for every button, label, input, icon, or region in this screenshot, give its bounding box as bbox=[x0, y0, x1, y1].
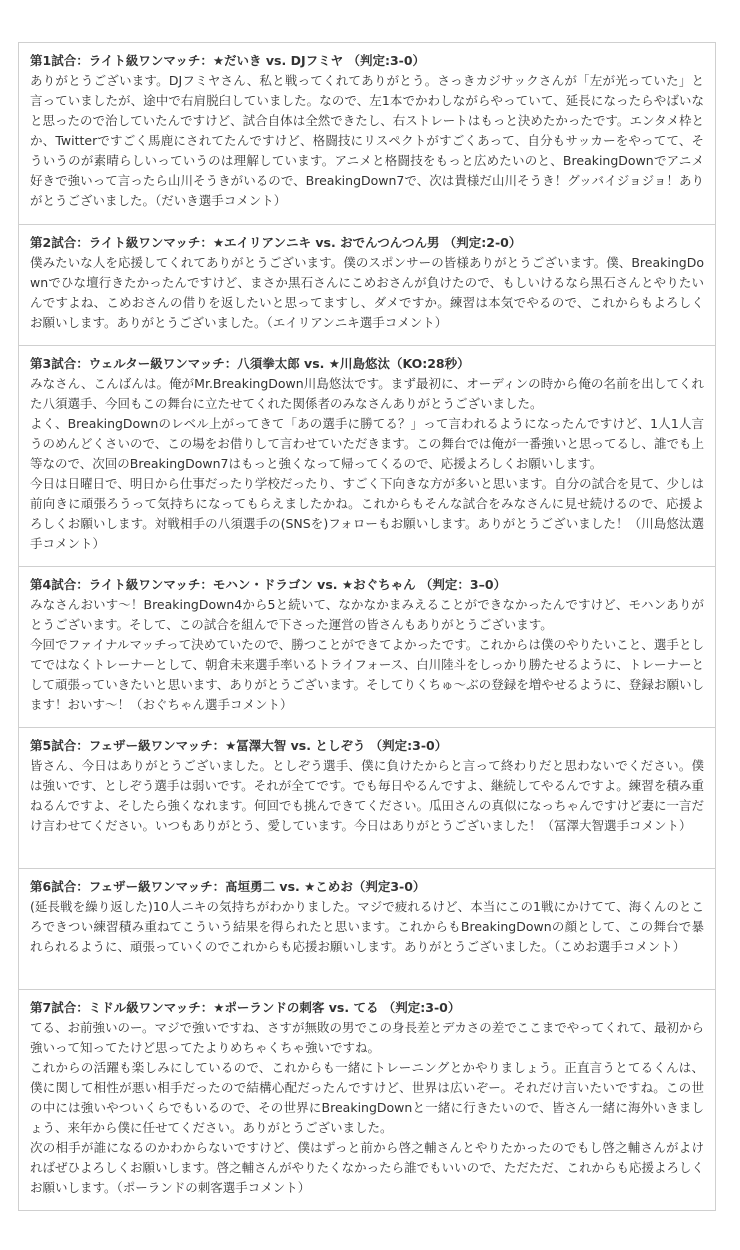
comment-paragraph: よく、BreakingDownのレベル上がってきて「あの選手に勝てる？」って言われるようになったんですけど、1人1人言うのめんどくさいので、この場をお借りして言わせていただきます。この舞台では俺が一番強いと思ってるし、誰でも上等なので、次回のBreakingDown7はもっと強くなって帰ってくるので、応援よろしくお願いします。 bbox=[30, 416, 704, 471]
match-title: 第1試合：ライト級ワンマッチ：★だいき vs. DJフミヤ （判定:3-0） bbox=[30, 53, 426, 68]
comment-paragraph: 皆さん、今日はありがとうございました。としぞう選手、僕に負けたからと言って終わりだと思わないでください。僕は強いです、としぞう選手は弱いです。それが全てです。でも毎日やるんですよ、継続してやるんですよ。練習を積み重ねるんですよ、そしたら強くなれます。何回でも挑んできてください。瓜田さんの真似になっちゃんですけど妻に一言だけ言わせてください。いつもありがとう、愛しています。今日はありがとうございました！（冨澤大智選手コメント） bbox=[30, 758, 705, 833]
comment-paragraph: (延長戦を繰り返した)10人ニキの気持ちがわかりました。マジで疲れるけど、本当にこの1戦にかけてて、海くんのところできつい練習積み重ねてこういう結果を得られたと思います。これからもBreakingDownの顔として、この舞台で暴れられるように、頑張っていくのでこれからも応援お願いします。ありがとうございました。（こめお選手コメント） bbox=[30, 899, 704, 954]
comment-paragraph: てる、お前強いのー。マジで強いですね、さすが無敗の男でこの身長差とデカさの差でここまでやってくれて、最初から強いって知ってたけど思ってたよりめちゃくちゃ強いですね。 bbox=[30, 1020, 705, 1055]
match-row-2 bbox=[19, 224, 715, 345]
match-title: 第4試合：ライト級ワンマッチ：モハン・ドラゴン vs. ★おぐちゃん （判定：3–0） bbox=[30, 577, 507, 592]
comment-paragraph: ありがとうございます。DJフミヤさん、私と戦ってくれてありがとう。さっきカジサックさんが「左が光っていた」と言っていましたが、途中で右肩脱臼していました。なので、左1本でかわしながらやっていて、延長になったらやばいなと思ったので治していたんですけど、試合自体は全然できたし、右ストレートはもっと決めたかったです。エンタメ枠とか、Twitterですごく馬鹿にされてたんですけど、格闘技にリスペクトがすごくあって、自分もサッカーをやってて、そういうのが素晴らしいっていうのは理解しています。アニメと格闘技をもっと広めたいのと、BreakingDownでアニメ好きで強いって言ったら山川そうきがいるので、BreakingDown7で、次は貴様だ山川そうき！グッバイジョジョ！ありがとうございました。（だいき選手コメント） bbox=[30, 73, 704, 208]
fight-comments-table bbox=[18, 42, 716, 1211]
match-title: 第6試合：フェザー級ワンマッチ：髙垣勇二 vs. ★こめお（判定3-0） bbox=[30, 879, 426, 894]
match-row-7 bbox=[19, 989, 715, 1210]
match-title: 第2試合：ライト級ワンマッチ：★エイリアンニキ vs. おでんつんつん男 （判定:2-0） bbox=[30, 235, 522, 250]
comment-paragraph: 今日は日曜日で、明日から仕事だったり学校だったり、すごく下向きな方が多いと思います。自分の試合を見て、少しは前向きに頑張ろうって気持ちになってもらえましたかね。これからもそんな試合をみなさんに見せ続けるので、応援よろしくお願いします。対戦相手の八須選手の(SNSを)フォローもお願いします。ありがとうございました！（川島悠汰選手コメント） bbox=[30, 476, 704, 551]
comment-paragraph: 今回でファイナルマッチって決めていたので、勝つことができてよかったです。これからは僕のやりたいこと、選手としてではなくトレーナーとして、朝倉未来選手率いるトライフォース、白川陸斗をしっかり勝たせるように、トレーナーとして頑張っていきたいと思います、ありがとうございます。そしてりくちゅ〜ぶの登録を増やせるように、登録お願いします！おいす〜！（おぐちゃん選手コメント） bbox=[30, 637, 704, 712]
match-row-1 bbox=[19, 43, 715, 224]
comment-paragraph: 次の相手が誰になるのかわからないですけど、僕はずっと前から啓之輔さんとやりたかったのでもし啓之輔さんがよければぜひよろしくお願いします。啓之輔さんがやりたくなかったら誰でもいいので、ただただ、これからも応援よろしくお願いします。（ポーランドの刺客選手コメント） bbox=[30, 1140, 704, 1195]
match-title: 第7試合：ミドル級ワンマッチ：★ポーランドの刺客 vs. てる （判定:3-0） bbox=[30, 1000, 461, 1015]
match-row-4 bbox=[19, 566, 715, 727]
match-row-5 bbox=[19, 727, 715, 868]
match-row-6 bbox=[19, 868, 715, 989]
match-title: 第3試合：ウェルター級ワンマッチ：八須拳太郎 vs. ★川島悠汰（KO:28秒） bbox=[30, 356, 470, 371]
match-row-3 bbox=[19, 345, 715, 566]
match-title: 第5試合：フェザー級ワンマッチ：★冨澤大智 vs. としぞう （判定:3-0） bbox=[30, 738, 448, 753]
comment-paragraph: これからの活躍も楽しみにしているので、これからも一緒にトレーニングとかやりましょう。正直言うとてるくんは、僕に関して相性が悪い相手だったので結構心配だったんですけど、世界は広いぞー。それだけ言いたいですね。この世の中には強いやついくらでもいるので、その世界にBreakingDownと一緒に行きたいので、皆さん一緒に海外いきましょう、来年から僕に任せてください。ありがとうございました。 bbox=[30, 1060, 704, 1135]
comment-paragraph: みなさんおいす〜！BreakingDown4から5と続いて、なかなかまみえることができなかったんですけど、モハンありがとうございます。そして、この試合を組んで下さった運営の皆さんもありがとうございます。 bbox=[30, 597, 704, 632]
comment-paragraph: 僕みたいな人を応援してくれてありがとうございます。僕のスポンサーの皆様ありがとうございます。僕、BreakingDownでひな壇行きたかったんですけど、まさか黒石さんにこめおさんが負けたので、もしいけるなら黒石さんとやりたいんですよね、こめおさんの借りを返したいと思ってますし、ダメですか。練習は本気でやるので、これからもよろしくお願いします。ありがとうございました。（エイリアンニキ選手コメント） bbox=[30, 255, 704, 330]
comment-paragraph: みなさん、こんばんは。俺がMr.BreakingDown川島悠汰です。まず最初に、オーディンの時から俺の名前を出してくれた八須選手、今回もこの舞台に立たせてくれた関係者のみなさんありがとうございました。 bbox=[30, 376, 704, 411]
